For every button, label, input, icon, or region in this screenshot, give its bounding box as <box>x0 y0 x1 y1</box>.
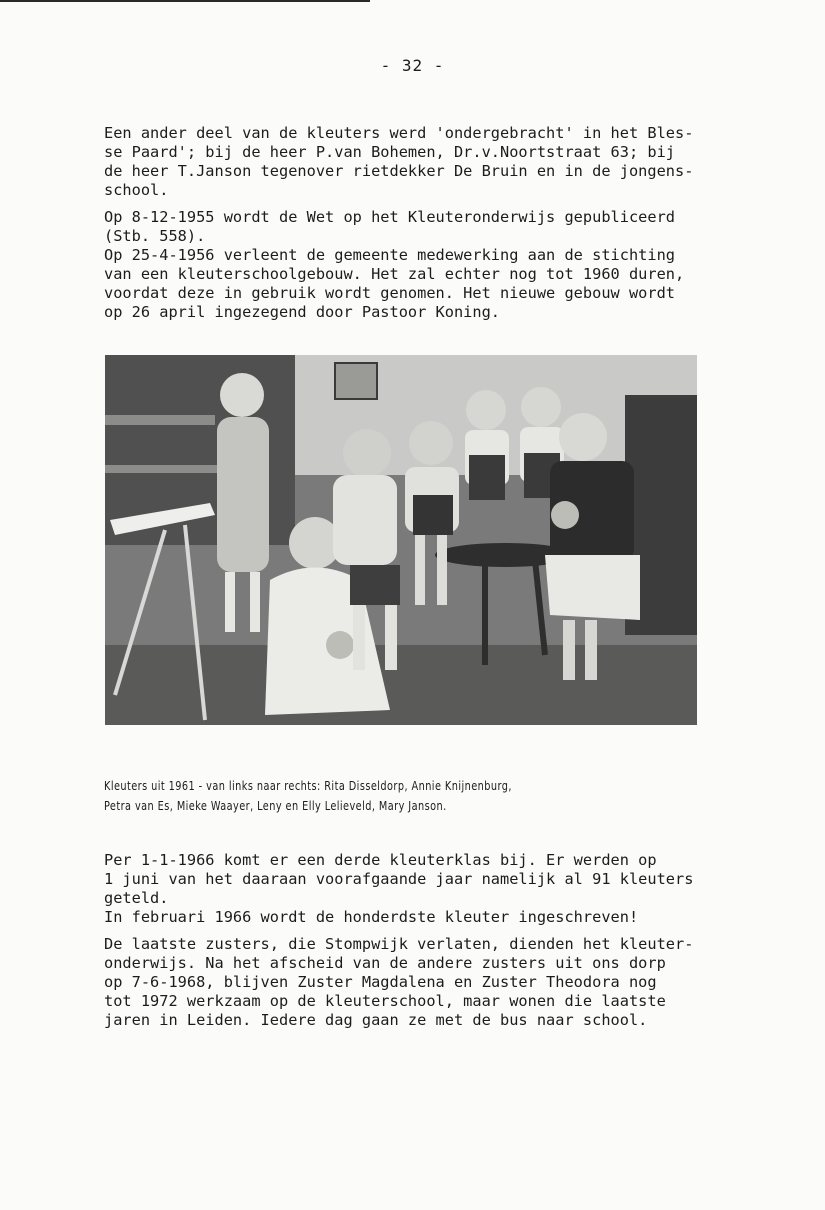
text-line: In februari 1966 wordt de honderdste kleuter ingeschreven! <box>104 908 639 926</box>
text-line: Op 25-4-1956 verleent de gemeente medewerking aan de stichting <box>104 246 675 264</box>
photo-caption <box>104 776 620 816</box>
text-line: tot 1972 werkzaam op de kleuterschool, maar wonen die laatste <box>104 992 666 1010</box>
text-line: onderwijs. Na het afscheid van de andere zusters uit ons dorp <box>104 954 666 972</box>
text-line: school. <box>104 181 169 199</box>
text-line: Op 8-12-1955 wordt de Wet op het Kleuteronderwijs gepubliceerd <box>104 208 675 226</box>
text-line: (Stb. 558). <box>104 227 206 245</box>
text-line: voordat deze in gebruik wordt genomen. Het nieuwe gebouw wordt <box>104 284 675 302</box>
text-line: jaren in Leiden. Iedere dag gaan ze met de bus naar school. <box>104 1011 648 1029</box>
text-line: op 7-6-1968, blijven Zuster Magdalena en Zuster Theodora nog <box>104 973 657 991</box>
text-line: 1 juni van het daaraan voorafgaande jaar namelijk al 91 kleuters <box>104 870 694 888</box>
text-line: op 26 april ingezegend door Pastoor Koning. <box>104 303 501 321</box>
text-line: Per 1-1-1966 komt er een derde kleuterklas bij. Er werden op <box>104 851 657 869</box>
paragraph-3 <box>104 851 696 927</box>
text-line: van een kleuterschoolgebouw. Het zal echter nog tot 1960 duren, <box>104 265 685 283</box>
caption-line: Kleuters uit 1961 - van links naar rechts: Rita Disseldorp, Annie Knijnenburg, <box>104 778 512 793</box>
caption-line: Petra van Es, Mieke Waayer, Leny en Elly Lelieveld, Mary Janson. <box>104 798 447 813</box>
page-number: - 32 - <box>380 56 445 75</box>
text-line: De laatste zusters, die Stompwijk verlaten, dienden het kleuter- <box>104 935 694 953</box>
top-rule <box>0 0 370 2</box>
text-line: Een ander deel van de kleuters werd 'ondergebracht' in het Bles- <box>104 124 694 142</box>
paragraph-1 <box>104 124 696 200</box>
class-photo <box>105 355 697 725</box>
text-line: geteld. <box>104 889 169 907</box>
paragraph-2 <box>104 208 696 322</box>
text-line: de heer T.Janson tegenover rietdekker De Bruin en in de jongens- <box>104 162 694 180</box>
paragraph-4 <box>104 935 696 1030</box>
text-line: se Paard'; bij de heer P.van Bohemen, Dr.v.Noortstraat 63; bij <box>104 143 675 161</box>
